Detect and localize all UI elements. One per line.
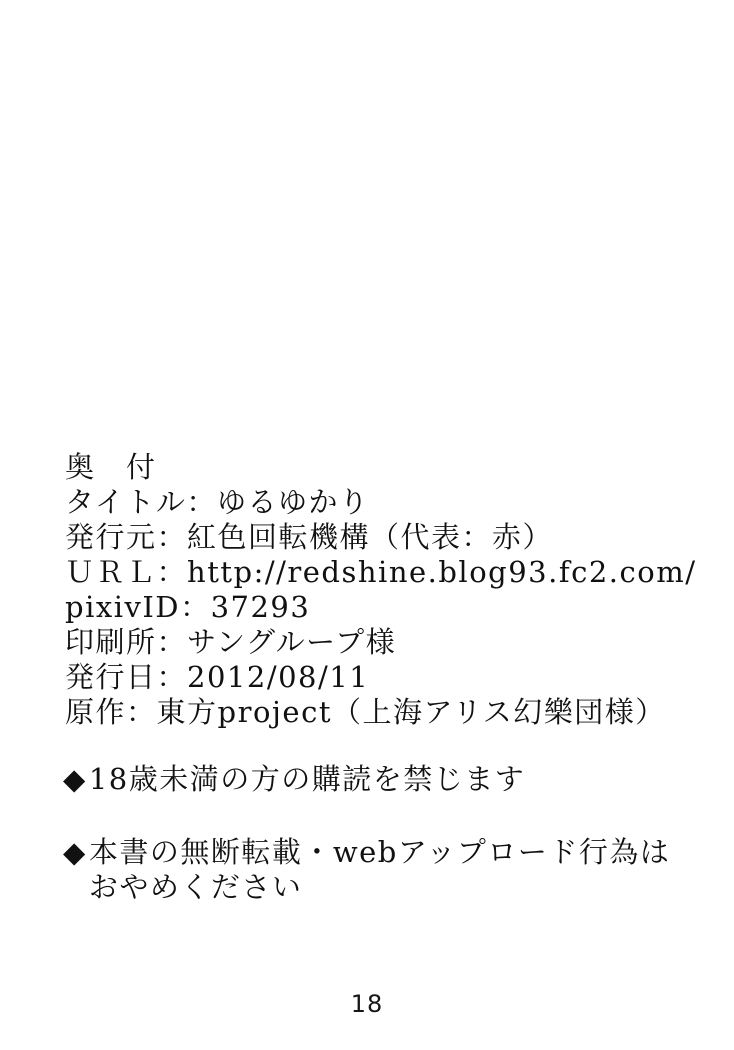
colophon-entry-publisher: [65, 520, 696, 555]
entry-value: http://redshine.blog93.fc2.com/: [187, 555, 697, 589]
entry-value: サングループ様: [187, 625, 397, 659]
notice-text-line-1: 本書の無断転載・webアップロード行為は: [88, 835, 671, 869]
entry-value: ゆるゆかり: [216, 485, 370, 519]
colophon-entry-printer: [65, 625, 696, 660]
entry-value: 37293: [210, 590, 311, 624]
notice-no-reupload: [63, 835, 670, 905]
entry-label: 発行日: [65, 660, 157, 694]
colophon-entry-publish-date: [65, 660, 696, 695]
colophon-entry-original-work: [65, 695, 696, 730]
entry-separator: ：: [186, 485, 217, 519]
diamond-bullet-icon: ◆: [63, 762, 87, 796]
notice-text-line-2: おやめください: [88, 870, 303, 904]
notice-text: [89, 835, 671, 905]
entry-separator: ：: [156, 520, 188, 554]
colophon-entry-title: [65, 485, 696, 520]
diamond-bullet-icon: ◆: [63, 835, 87, 869]
colophon-entry-url: [65, 555, 696, 590]
page-number: 18: [350, 990, 384, 1018]
entry-separator: ：: [126, 695, 157, 729]
entry-separator: ：: [156, 555, 188, 589]
entry-label: 印刷所: [65, 625, 157, 659]
entry-label: タイトル: [65, 485, 187, 519]
colophon-block: [65, 450, 696, 730]
colophon-heading: 奥 付: [65, 450, 157, 484]
entry-separator: ：: [156, 625, 188, 659]
entry-label: ＵＲＬ: [65, 555, 157, 589]
entry-value: 2012/08/11: [187, 660, 370, 694]
entry-label: 原作: [65, 695, 127, 729]
entry-value: 紅色回転機構（代表：赤）: [187, 520, 554, 554]
entry-separator: ：: [180, 590, 211, 624]
colophon-entry-pixiv-id: [65, 590, 696, 625]
notices-block: [63, 762, 670, 905]
notice-text: 18歳未満の方の購読を禁じます: [88, 762, 526, 796]
entry-value: 東方project（上海アリス幻樂団様）: [156, 695, 666, 729]
notice-age-restriction: [63, 762, 670, 797]
entry-label: pixivID: [65, 590, 181, 624]
entry-label: 発行元: [65, 520, 157, 554]
entry-separator: ：: [156, 660, 188, 694]
